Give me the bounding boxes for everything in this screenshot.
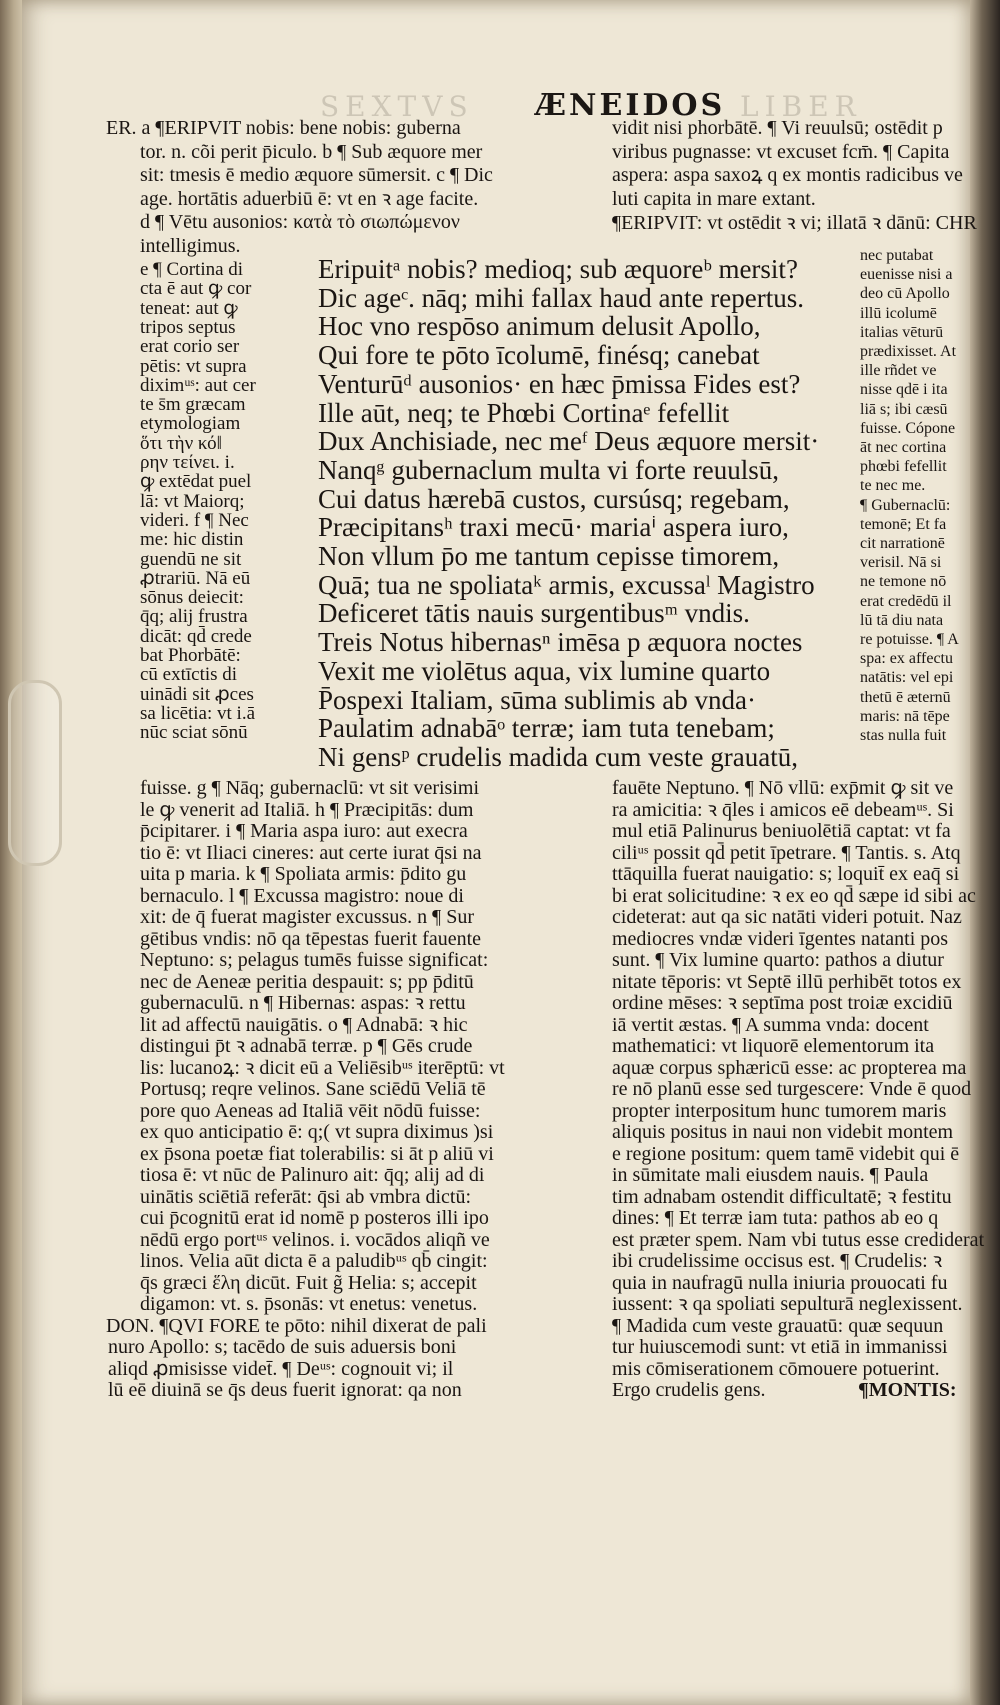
commentary-line: mathematici: vt liquorē elementorum ita — [612, 1035, 935, 1057]
commentary-line: bat Phorbātē: — [140, 645, 241, 666]
commentary-line: viribus pugnasse: vt excuset fcm̄. ¶ Capita — [612, 140, 950, 163]
verse-line: Venturūᵈ ausonios· en hæc p̄missa Fides est? — [318, 368, 801, 399]
commentary-line: xit: de q̄ fuerat magister excussus. n ¶ Sur — [140, 906, 474, 928]
verse-line: Eripuitᵃ nobis? medioq; sub æquoreᵇ mersit? — [318, 254, 798, 284]
commentary-line: quia in naufragū nulla iniuria prouocati fu — [612, 1271, 948, 1294]
commentary-line: ttāquilla fuerat nauigatio: s; loquit̄ ex eaq̄ si — [612, 863, 960, 885]
verse-line: Præcipitansʰ traxi mecū· mariaⁱ aspera iuro, — [318, 512, 789, 543]
commentary-line: digamon: vt. s. p̄sonās: vt enetus: venetus. — [140, 1293, 478, 1315]
margin-note-line: āt nec cortina — [860, 439, 947, 456]
commentary-line: sit: tmesis ē medio æquore sūmersit. c ¶ Dic — [140, 164, 493, 186]
commentary-line: ibi crudelissime occisus est. ¶ Crudelis: ꝛ — [612, 1250, 943, 1272]
verse-line: Treis Notus hibernasⁿ imēsa p æquora noctes — [318, 627, 803, 658]
commentary-line: nitate tēporis: vt Septē illū perhibēt totos ex — [612, 970, 962, 993]
commentary-line: intelligimus. — [140, 234, 241, 257]
commentary-line: lā: vt Maiorq; — [140, 490, 245, 512]
commentary-line: fuisse. g ¶ Nāq; gubernaclū: vt sit verisimi — [140, 777, 480, 799]
verse-line: Paulatim adnabāᵒ terræ; iam tuta tenebam; — [318, 713, 775, 744]
verse-line: Nanqᵍ gubernaclum multa vi forte reuulsū, — [318, 454, 779, 485]
margin-note-line: ¶ Gubernaclū: — [860, 496, 951, 514]
margin-note-line: te nec me. — [860, 477, 926, 495]
verse-line: Dic ageᶜ. nāq; mihi fallax haud ante repertus. — [318, 282, 804, 313]
commentary-line: linos. Velia aūt dicta ē a paludibᵘˢ qb̄ cingit: — [140, 1250, 488, 1272]
commentary-line: tripos septus — [140, 316, 236, 338]
margin-note-line: italias vēturū — [860, 323, 944, 341]
catchword: ¶MONTIS: — [858, 1379, 957, 1401]
commentary-line: aliquis positus in naui non videbit montem — [612, 1121, 954, 1143]
running-head: ÆNEIDOS — [535, 88, 726, 123]
commentary-line: videri. f ¶ Nec — [140, 509, 249, 531]
verse-line: Vexit me violētus aqua, vix lumine quarto — [318, 655, 771, 686]
commentary-line: tiosa ē: vt nūc de Palinuro ait: q̄q; alij ad di — [140, 1164, 485, 1186]
commentary-line: te s̄m græcam — [140, 394, 246, 416]
margin-note-line: ne temone nō — [860, 573, 947, 591]
commentary-line: aspera: aspa saxoꝝ q ex montis radicibus ve — [612, 164, 963, 187]
verse-line: Ni gensᵖ crudelis madida cum veste grauatū, — [318, 741, 799, 772]
margin-note-line: nisse qdē i ita — [860, 381, 948, 399]
verse-line: P̄ospexi Italiam, sūma sublimis ab vnda· — [318, 684, 756, 715]
commentary-line: cui p̄cognitū erat id nomē p posteros illi ipo — [140, 1207, 489, 1229]
commentary-line: p̄cipitarer. i ¶ Maria aspa iuro: aut execra — [140, 820, 468, 842]
commentary-line: guendū ne sit — [140, 548, 242, 570]
commentary-line: tor. n. cõi perit p̄iculo. b ¶ Sub æquore mer — [140, 140, 483, 163]
commentary-line: aquæ corpus sphæricū esse: ac propterea ma — [612, 1056, 967, 1079]
commentary-line: uinādi sit ꝓces — [140, 683, 254, 705]
commentary-line: pore quo Aeneas ad Italiā vēit nōdū fuisse: — [140, 1099, 481, 1122]
verse-line: Quā; tua ne spoliataᵏ armis, excussaˡ Magistro — [318, 569, 815, 600]
verse-line: Non vllum p̄o me tantum cepisse timorem, — [318, 541, 780, 571]
commentary-line: bi erat solicitudine: ꝛ ex eo qd̄ sæpe id sibi ac — [612, 884, 976, 907]
commentary-line: DON. ¶QVI FORE te pōto: nihil dixerat de pali — [106, 1314, 487, 1337]
commentary-line: lū eē diuinā se q̄s deus fuerit ignorat: qa non — [108, 1379, 462, 1401]
commentary-line: tur huiuscemodi sunt: vt etiā in immanissi — [612, 1336, 948, 1358]
margin-note-line: illū icolumē — [860, 304, 937, 322]
margin-note-line: natātis: vel epi — [860, 669, 954, 687]
commentary-line: gubernaculū. n ¶ Hibernas: aspas: ꝛ rettu — [140, 992, 466, 1014]
commentary-line: le ꝙ venerit ad Italiā. h ¶ Præcipitās: dum — [140, 798, 474, 821]
verse-line: Dux Anchisiade, nec meᶠ Deus æquore mersit· — [318, 426, 820, 457]
commentary-line: nuro Apollo: s; tacēdo de suis aduersis boni — [108, 1336, 457, 1358]
show-through-left: SEXTVS — [320, 90, 474, 123]
margin-note-line: fuisse. Cópone — [860, 419, 956, 437]
commentary-line: ordine mēses: ꝛ septīma post troiæ excidiū — [612, 992, 953, 1014]
margin-note-line: erat credēdū il — [860, 592, 952, 610]
commentary-line: re nō planū esse sed turgescere: Vnde ē quod — [612, 1078, 972, 1100]
commentary-line: mul etiā Palinurus beniuolētiā captat: vt fa — [612, 820, 951, 842]
verse-line: Deficeret tātis nauis surgentibusᵐ vndis. — [318, 598, 750, 629]
show-through-right: LIBER — [740, 90, 862, 123]
margin-note-line: ille rñdet ve — [860, 362, 937, 380]
verse-line: Ille aūt, neq; te Phœbi Cortinaᵉ fefellit — [318, 397, 730, 428]
commentary-line: sunt. ¶ Vix lumine quarto: pathos a diutur — [612, 949, 944, 971]
commentary-line: ra amicitia: ꝛ q̄les i amicos eē debeamᵘˢ. Si — [612, 798, 954, 821]
commentary-line: pētis: vt supra — [140, 355, 247, 377]
margin-note-line: cit narrationē — [860, 535, 945, 552]
commentary-line: sōnus deiecit: — [140, 587, 244, 609]
commentary-line: mediocres vndæ videri īgentes natanti pos — [612, 927, 949, 950]
commentary-line: e ¶ Cortina di — [140, 259, 244, 280]
margin-note-line: temonē; Et fa — [860, 515, 947, 533]
verse-line: Cui datus hærebā custos, cursúsq; regebam, — [318, 483, 790, 514]
commentary-line: nūc sciat sōnū — [140, 722, 248, 744]
margin-note-line: euenisse nisi a — [860, 266, 953, 284]
commentary-line: etymologiam — [140, 413, 241, 435]
commentary-line: fauēte Neptuno. ¶ Nō vllū: exp̄mit ꝙ sit ve — [612, 777, 954, 799]
margin-note-line: thetū ē æternū — [860, 688, 951, 706]
commentary-line: q̄q; alij frustra — [140, 606, 248, 628]
commentary-line: diximᵘˢ: aut cer — [140, 374, 256, 396]
commentary-line: tim adnabam ostendit difficultatē; ꝛ festitu — [612, 1185, 952, 1208]
commentary-line: dicāt: qd̄ crede — [140, 625, 252, 647]
commentary-line: nēdū ergo portᵘˢ velinos. i. vocādos aliqñ ve — [140, 1228, 490, 1251]
commentary-line: vidit nisi phorbātē. ¶ Vi reuulsū; ostēdit p — [612, 117, 943, 139]
commentary-line: aliqd ꝓmisisse videt̄. ¶ Deᵘˢ: cognouit vi; il — [108, 1357, 454, 1380]
commentary-line: iussent: ꝛ qa spoliati sepulturā neglexissent. — [612, 1293, 963, 1315]
commentary-line: luti capita in mare extant. — [612, 188, 816, 211]
margin-note-line: maris: nā tēpe — [860, 707, 950, 725]
verse-line: Hoc vno respōso animum delusit Apollo, — [318, 311, 761, 342]
margin-note-line: stas nulla fuit — [860, 727, 947, 744]
commentary-line: ¶ Madida cum veste grauatū: quæ sequun — [612, 1314, 944, 1337]
commentary-line: ciliᵘˢ possit qd̄ petit īpetrare. ¶ Tantis. s. Atq — [612, 841, 961, 864]
commentary-line: ¶ERIPVIT: vt ostēdit ꝛ vi; illatā ꝛ dānū: CHR — [612, 211, 977, 234]
commentary-line: Neptuno: s; pelagus tumēs fuisse significat: — [140, 949, 489, 971]
verse-line: Qui fore te pōto īcolumē, finésq; canebat — [318, 340, 760, 371]
margin-note-line: nec putabat — [860, 247, 934, 264]
commentary-line: erat corio ser — [140, 336, 240, 358]
commentary-line: ER. a ¶ERIPVIT nobis: bene nobis: guberna — [106, 117, 461, 139]
commentary-line: cta ē aut ꝙ cor — [140, 278, 252, 300]
margin-note-line: deo cū Apollo — [860, 285, 950, 303]
commentary-line: ꝓtrariū. Nā eū — [140, 567, 251, 589]
commentary-line: lis: lucanoꝝ: ꝛ dicit eū a Veliēsibᵘˢ iterēptū: vt — [140, 1056, 505, 1079]
commentary-line: lit ad affectū nauigātis. o ¶ Adnabā: ꝛ hic — [140, 1013, 468, 1036]
commentary-line: dines: ¶ Et terræ iam tuta: pathos ab eo q — [612, 1207, 939, 1229]
margin-note-line: prædixisset. At — [860, 343, 957, 360]
commentary-line: uinātis sciētiā referāt: q̄si ab vmbra dictū: — [140, 1185, 471, 1208]
commentary-line: mis cōmiserationem cōmouere potuerint. — [612, 1357, 940, 1380]
commentary-line: est præter spem. Nam vbi tutus esse crediderat — [612, 1228, 985, 1251]
margin-note-line: verisil. Nā si — [860, 554, 942, 572]
commentary-line: ὅτι τὴν κό‖ — [140, 432, 222, 454]
commentary-line: ρην τείνει. i. — [140, 452, 235, 473]
commentary-line: me: hic distin — [140, 529, 244, 551]
commentary-line: teneat: aut ꝙ — [140, 297, 238, 319]
commentary-line: q̄s græci ἕλη dicūt. Fuit g̃ Helia: s; accepit — [140, 1271, 477, 1294]
commentary-line: Ergo crudelis gens. — [612, 1379, 766, 1401]
page-edge — [970, 0, 1000, 1705]
margin-note-line: re potuisse. ¶ A — [860, 631, 959, 648]
margin-note-line: liā s; ibi cæsū — [860, 400, 948, 418]
margin-note-line: lū tā diu nata — [860, 611, 944, 629]
commentary-line: cideterat: aut qa sic natāti videri potuit. Naz — [612, 906, 962, 928]
commentary-line: gētibus vndis: nō qa tēpestas fuerit fauente — [140, 927, 482, 950]
margin-note-line: phœbi fefellit — [860, 458, 947, 476]
commentary-line: sa licētia: vt i.ā — [140, 702, 256, 724]
commentary-line: propter interpositum hunc tumorem maris — [612, 1099, 947, 1122]
commentary-line: ꝙ extēdat puel — [140, 471, 252, 493]
commentary-line: ex quo anticipatio ē: q;( vt supra diximus )si — [140, 1121, 494, 1143]
commentary-line: age. hortātis aduerbiū ē: vt en ꝛ age facite. — [140, 187, 479, 210]
commentary-line: e regione positum: quem tamē videbit qui ē — [612, 1142, 960, 1165]
commentary-line: bernaculo. l ¶ Excussa magistro: noue di — [140, 884, 464, 907]
page-clip — [8, 680, 62, 866]
commentary-line: cū extīctis di — [140, 664, 238, 686]
commentary-line: distingui p̄t ꝛ adnabā terræ. p ¶ Gēs crude — [140, 1035, 473, 1057]
margin-note-line: spa: ex affectu — [860, 650, 953, 668]
commentary-line: nec de Aeneæ peritia despauit: s; pp p̄ditū — [140, 970, 474, 993]
commentary-line: in sūmitate mali eiusdem nauis. ¶ Paula — [612, 1164, 929, 1186]
commentary-line: tio ē: vt Iliaci cineres: aut certe iurat q̄si na — [140, 841, 482, 864]
commentary-line: uita p maria. k ¶ Spoliata armis: p̄dito gu — [140, 863, 467, 885]
commentary-line: Portusq; reqre velinos. Sane sciēdū Veliā tē — [140, 1078, 486, 1100]
commentary-line: iā vertit æstas. ¶ A summa vnda: docent — [612, 1013, 929, 1036]
commentary-line: ex p̄sona poetæ fiat tolerabilis: si āt p aliū vi — [140, 1142, 494, 1165]
commentary-line: d ¶ Vētu ausonios: κατὰ τὸ σιωπώμενον — [140, 211, 460, 233]
